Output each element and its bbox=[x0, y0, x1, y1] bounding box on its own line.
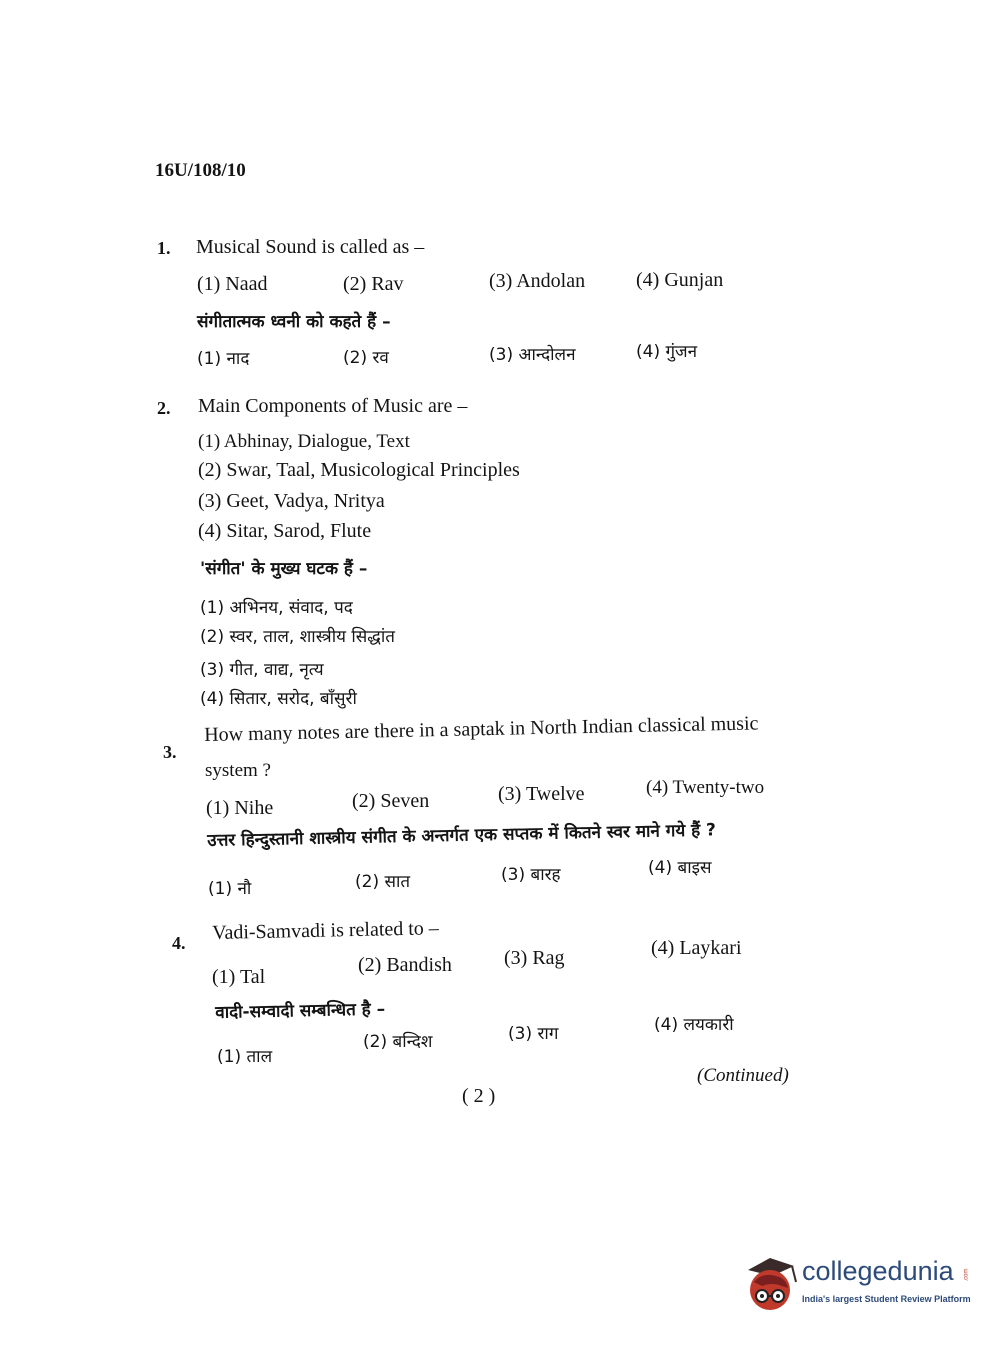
question-number: 2. bbox=[157, 398, 171, 418]
option-4-hindi: (4) गुंजन bbox=[636, 342, 698, 362]
option-2: (2) Bandish bbox=[358, 954, 452, 976]
option-1: (1) Nihe bbox=[206, 797, 274, 819]
paper-code: 16U/108/10 bbox=[155, 160, 246, 181]
option-1-hindi: (1) नौ bbox=[208, 879, 252, 899]
question-text: Musical Sound is called as – bbox=[196, 236, 425, 258]
question-number: 4. bbox=[172, 933, 186, 953]
logo-wordmark: collegedunia bbox=[802, 1256, 954, 1286]
question-text-hindi: वादी-सम्वादी सम्बन्धित है – bbox=[215, 999, 386, 1023]
option-2-hindi: (2) रव bbox=[343, 348, 389, 368]
option-4: (4) Sitar, Sarod, Flute bbox=[198, 520, 372, 542]
option-1-hindi: (1) अभिनय, संवाद, पद bbox=[200, 598, 353, 618]
page-number: ( 2 ) bbox=[462, 1085, 496, 1107]
option-4-hindi: (4) सितार, सरोद, बाँसुरी bbox=[200, 689, 357, 709]
option-1: (1) Abhinay, Dialogue, Text bbox=[198, 431, 410, 452]
option-2-hindi: (2) सात bbox=[355, 872, 411, 892]
option-3-hindi: (3) राग bbox=[508, 1024, 559, 1044]
option-2-hindi: (2) बन्दिश bbox=[363, 1032, 433, 1052]
option-2: (2) Rav bbox=[343, 273, 404, 295]
option-3-hindi: (3) गीत, वाद्य, नृत्य bbox=[200, 660, 324, 680]
option-3-hindi: (3) बारह bbox=[501, 865, 561, 885]
question-number: 3. bbox=[163, 742, 177, 762]
question-number: 1. bbox=[157, 238, 171, 258]
option-4: (4) Laykari bbox=[651, 937, 742, 959]
option-1-hindi: (1) नाद bbox=[197, 349, 250, 369]
option-3: (3) Geet, Vadya, Nritya bbox=[198, 490, 385, 512]
collegedunia-logo bbox=[742, 1252, 972, 1322]
question-text-hindi: संगीतात्मक ध्वनी को कहते हैं – bbox=[197, 312, 391, 332]
option-4-hindi: (4) लयकारी bbox=[654, 1015, 734, 1035]
option-4-hindi: (4) बाइस bbox=[648, 858, 712, 878]
question-text: Vadi-Samvadi is related to – bbox=[212, 917, 440, 944]
question-text-line-1: How many notes are there in a saptak in North Indian classical music bbox=[204, 712, 759, 746]
option-1-hindi: (1) ताल bbox=[217, 1047, 273, 1067]
logo-tagline: India's largest Student Review Platform bbox=[802, 1294, 971, 1304]
option-2-hindi: (2) स्वर, ताल, शास्त्रीय सिद्धांत bbox=[200, 627, 395, 647]
option-1: (1) Naad bbox=[197, 273, 268, 295]
question-text-line-2: system ? bbox=[205, 760, 271, 781]
option-4: (4) Twenty-two bbox=[646, 777, 765, 798]
option-3: (3) Twelve bbox=[498, 783, 585, 805]
mascot-icon bbox=[742, 1252, 804, 1322]
option-2: (2) Seven bbox=[352, 790, 430, 812]
option-3: (3) Andolan bbox=[489, 270, 586, 292]
option-1: (1) Tal bbox=[212, 966, 266, 988]
option-3-hindi: (3) आन्दोलन bbox=[489, 345, 576, 365]
continued-note: (Continued) bbox=[697, 1065, 789, 1086]
option-4: (4) Gunjan bbox=[636, 269, 724, 291]
question-text-hindi: उत्तर हिन्दुस्तानी शास्त्रीय संगीत के अन्तर्गत एक सप्तक में कितने स्वर माने गये हैं ? bbox=[207, 820, 717, 851]
question-text: Main Components of Music are – bbox=[198, 395, 468, 417]
option-3: (3) Rag bbox=[504, 947, 565, 969]
question-text-hindi: 'संगीत' के मुख्य घटक हैं – bbox=[200, 559, 368, 579]
logo-domain: .com bbox=[963, 1268, 970, 1282]
option-2: (2) Swar, Taal, Musicological Principles bbox=[198, 459, 520, 481]
